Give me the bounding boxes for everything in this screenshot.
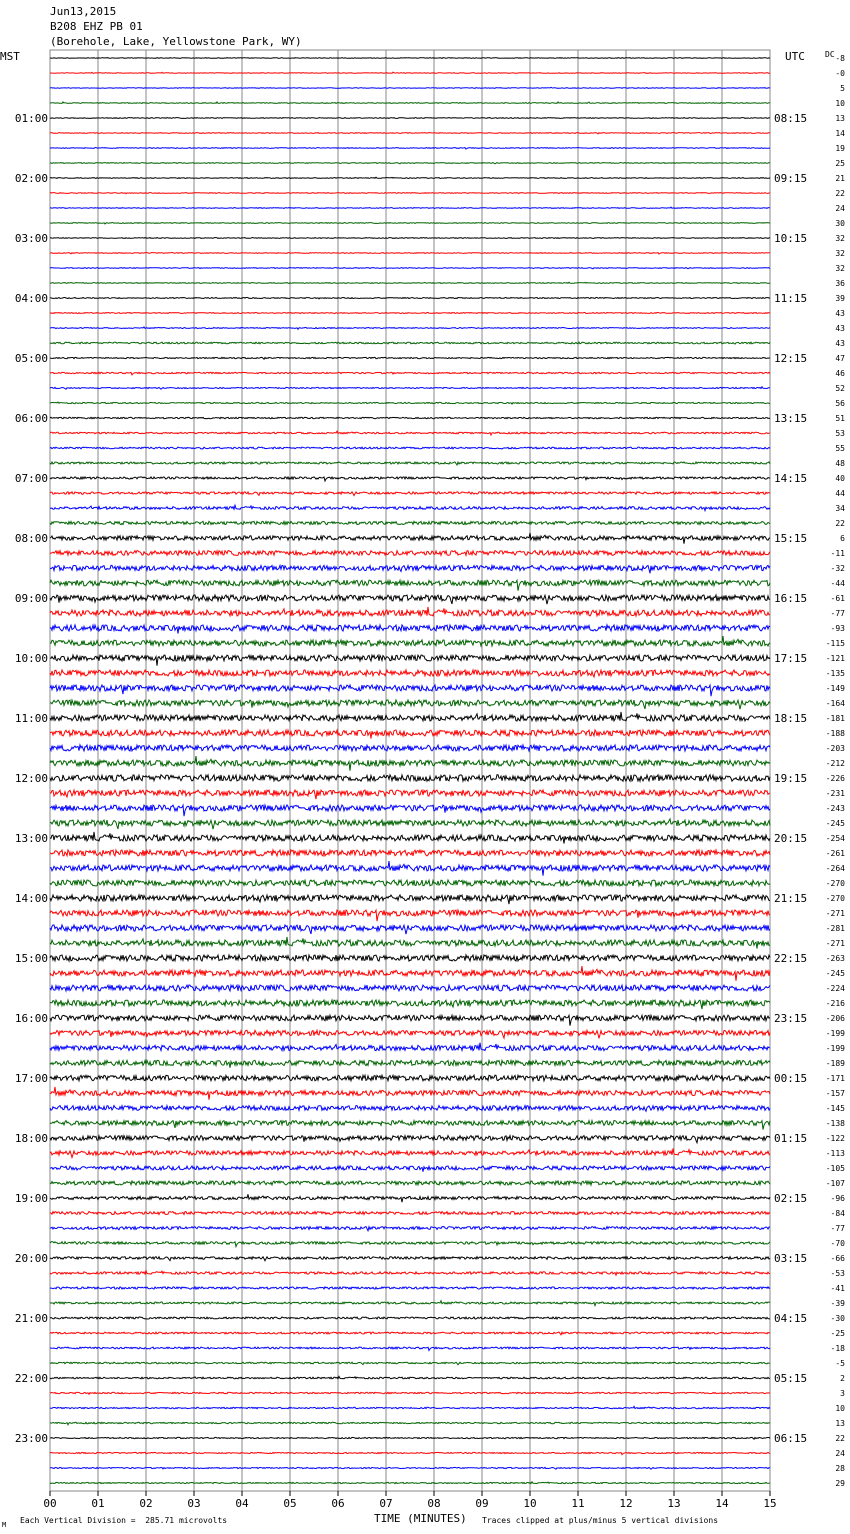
plot-date: Jun13,2015 — [50, 5, 117, 18]
utc-hour-label: 14:15 — [774, 472, 808, 485]
dc-offset-label: -181 — [825, 714, 845, 723]
dc-offset-label: -105 — [825, 1164, 845, 1173]
trace-line — [50, 730, 770, 739]
trace-line — [50, 1075, 770, 1081]
x-tick-label: 10 — [523, 1497, 537, 1510]
trace-line — [50, 580, 770, 591]
trace-line — [50, 1256, 770, 1261]
utc-hour-label: 19:15 — [774, 772, 808, 785]
trace-line — [50, 193, 770, 194]
trace-line — [50, 1227, 770, 1231]
dc-offset-label: -149 — [825, 684, 845, 693]
dc-offset-label: -77 — [830, 1224, 845, 1233]
trace-line — [50, 298, 770, 299]
dc-offset-label: -271 — [825, 909, 845, 918]
dc-offset-label: 29 — [835, 1479, 845, 1488]
mst-hour-label: 21:00 — [14, 1312, 48, 1325]
trace-line — [50, 1136, 770, 1143]
trace-line — [50, 477, 770, 481]
mst-hour-label: 23:00 — [14, 1432, 48, 1445]
dc-offset-label: -270 — [825, 879, 845, 888]
trace-line — [50, 1271, 770, 1276]
mst-hour-label: 14:00 — [14, 892, 48, 905]
utc-hour-label: 10:15 — [774, 232, 808, 245]
dc-offset-label: 32 — [835, 249, 845, 258]
trace-line — [50, 268, 770, 269]
dc-offset-label: 43 — [835, 324, 845, 333]
trace-line — [50, 985, 770, 991]
dc-offset-label: -5 — [835, 1359, 845, 1368]
trace-line — [50, 1467, 770, 1469]
dc-offset-label: -271 — [825, 939, 845, 948]
utc-hour-label: 12:15 — [774, 352, 808, 365]
trace-line — [50, 148, 770, 150]
corner-mark: M — [2, 1521, 7, 1529]
trace-line — [50, 1422, 770, 1425]
trace-line — [50, 655, 770, 666]
trace-line — [50, 625, 770, 634]
dc-offset-label: -245 — [825, 969, 845, 978]
dc-offset-label: -231 — [825, 789, 845, 798]
trace-line — [50, 955, 770, 961]
dc-offset-label: 43 — [835, 339, 845, 348]
dc-offset-label: -188 — [825, 729, 845, 738]
trace-line — [50, 447, 770, 449]
station-id: B208 EHZ PB 01 — [50, 20, 143, 33]
trace-line — [50, 551, 770, 556]
trace-line — [50, 58, 770, 59]
dc-offset-label: 46 — [835, 369, 845, 378]
dc-offset-label: -96 — [830, 1194, 845, 1203]
dc-offset-label: -77 — [830, 609, 845, 618]
trace-line — [50, 910, 770, 921]
x-tick-label: 12 — [619, 1497, 633, 1510]
utc-hour-label: 13:15 — [774, 412, 808, 425]
trace-line — [50, 1437, 770, 1439]
trace-line — [50, 163, 770, 164]
trace-line — [50, 1212, 770, 1215]
trace-line — [50, 832, 770, 844]
dc-offset-label: 43 — [835, 309, 845, 318]
trace-group — [50, 58, 770, 1484]
clip-note: Traces clipped at plus/minus 5 vertical divisions — [482, 1516, 719, 1525]
dc-offset-label: -39 — [830, 1299, 845, 1308]
trace-line — [50, 745, 770, 751]
dc-offset-label: -30 — [830, 1314, 845, 1323]
dc-offset-label: 44 — [835, 489, 845, 498]
utc-hour-label: 02:15 — [774, 1192, 808, 1205]
dc-offset-label: -122 — [825, 1134, 845, 1143]
mst-hour-label: 08:00 — [14, 532, 48, 545]
trace-line — [50, 1043, 770, 1051]
dc-offset-label: 24 — [835, 1449, 845, 1458]
dc-offset-label: -93 — [830, 624, 845, 633]
x-tick-label: 11 — [571, 1497, 585, 1510]
time-grid — [50, 50, 770, 1496]
utc-hour-label: 09:15 — [774, 172, 808, 185]
dc-label: DC — [825, 50, 835, 59]
trace-line — [50, 372, 770, 375]
dc-offset-label: 3 — [840, 1389, 845, 1398]
utc-hour-label: 00:15 — [774, 1072, 808, 1085]
x-tick-label: 00 — [43, 1497, 57, 1510]
utc-hour-label: 05:15 — [774, 1372, 808, 1385]
mst-hour-label: 10:00 — [14, 652, 48, 665]
dc-offset-label: -164 — [825, 699, 845, 708]
dc-offset-label: -113 — [825, 1149, 845, 1158]
trace-line — [50, 87, 770, 88]
right-axis-label: UTC — [785, 50, 805, 63]
dc-offset-label: 14 — [835, 129, 845, 138]
trace-line — [50, 895, 770, 904]
x-tick-label: 08 — [427, 1497, 441, 1510]
dc-offset-label: 10 — [835, 99, 845, 108]
trace-line — [50, 850, 770, 856]
mst-hour-label: 13:00 — [14, 832, 48, 845]
dc-offset-label: -44 — [830, 579, 845, 588]
x-tick-label: 15 — [763, 1497, 777, 1510]
mst-hour-label: 03:00 — [14, 232, 48, 245]
trace-line — [50, 1060, 770, 1067]
trace-line — [50, 1332, 770, 1335]
dc-offset-label: -8 — [835, 54, 845, 63]
trace-line — [50, 253, 770, 255]
utc-hour-label: 03:15 — [774, 1252, 808, 1265]
dc-offset-label: -70 — [830, 1239, 845, 1248]
dc-offset-label: -281 — [825, 924, 845, 933]
dc-offset-label: 51 — [835, 414, 845, 423]
trace-line — [50, 1121, 770, 1130]
trace-line — [50, 1106, 770, 1112]
mst-hour-label: 04:00 — [14, 292, 48, 305]
utc-hour-label: 23:15 — [774, 1012, 808, 1025]
trace-line — [50, 327, 770, 329]
dc-offset-label: 22 — [835, 189, 845, 198]
dc-offset-label: 40 — [835, 474, 845, 483]
x-tick-label: 04 — [235, 1497, 249, 1510]
trace-line — [50, 72, 770, 73]
dc-offset-label: 6 — [840, 534, 845, 543]
utc-hour-label: 04:15 — [774, 1312, 808, 1325]
x-axis-label: TIME (MINUTES) — [374, 1512, 467, 1525]
dc-offset-label: 28 — [835, 1464, 845, 1473]
mst-hour-label: 20:00 — [14, 1252, 48, 1265]
dc-offset-label: 10 — [835, 1404, 845, 1413]
dc-offset-label: -171 — [825, 1074, 845, 1083]
utc-hour-label: 06:15 — [774, 1432, 808, 1445]
dc-offset-label: -61 — [830, 594, 845, 603]
trace-line — [50, 1482, 770, 1484]
utc-hour-label: 08:15 — [774, 112, 808, 125]
dc-offset-label: 32 — [835, 234, 845, 243]
utc-hour-label: 01:15 — [774, 1132, 808, 1145]
mst-hour-label: 06:00 — [14, 412, 48, 425]
utc-hour-label: 16:15 — [774, 592, 808, 605]
trace-line — [50, 925, 770, 934]
mst-hour-label: 05:00 — [14, 352, 48, 365]
dc-offset-label: 2 — [840, 1374, 845, 1383]
trace-line — [50, 861, 770, 876]
dc-offset-label: -84 — [830, 1209, 845, 1218]
trace-line — [50, 1301, 770, 1306]
mst-hour-label: 22:00 — [14, 1372, 48, 1385]
dc-offset-label: -138 — [825, 1119, 845, 1128]
mst-hour-label: 07:00 — [14, 472, 48, 485]
dc-offset-label: 13 — [835, 114, 845, 123]
mst-hour-label: 09:00 — [14, 592, 48, 605]
trace-line — [50, 700, 770, 709]
trace-line — [50, 1452, 770, 1454]
trace-line — [50, 1015, 770, 1025]
trace-line — [50, 1287, 770, 1289]
left-axis-label: MST — [0, 50, 20, 63]
trace-line — [50, 1000, 770, 1009]
trace-line — [50, 357, 770, 359]
trace-line — [50, 431, 770, 435]
trace-line — [50, 805, 770, 816]
dc-offset-label: -157 — [825, 1089, 845, 1098]
trace-line — [50, 223, 770, 224]
trace-line — [50, 118, 770, 119]
dc-offset-label: -263 — [825, 954, 845, 963]
mst-hour-label: 12:00 — [14, 772, 48, 785]
dc-offset-label: 22 — [835, 1434, 845, 1443]
trace-line — [50, 712, 770, 721]
trace-line — [50, 966, 770, 981]
utc-hour-label: 22:15 — [774, 952, 808, 965]
dc-offset-label: -107 — [825, 1179, 845, 1188]
trace-line — [50, 1030, 770, 1038]
dc-offset-label: 13 — [835, 1419, 845, 1428]
trace-line — [50, 1347, 770, 1350]
dc-offset-label: 53 — [835, 429, 845, 438]
dc-offset-label: 56 — [835, 399, 845, 408]
dc-offset-label: -261 — [825, 849, 845, 858]
x-tick-label: 13 — [667, 1497, 681, 1510]
dc-offset-label: 24 — [835, 204, 845, 213]
trace-line — [50, 1406, 770, 1408]
dc-offset-label: -41 — [830, 1284, 845, 1293]
dc-offset-label: -135 — [825, 669, 845, 678]
dc-offset-label: 39 — [835, 294, 845, 303]
dc-offset-label: -18 — [830, 1344, 845, 1353]
dc-offset-label: -189 — [825, 1059, 845, 1068]
dc-offset-label: -264 — [825, 864, 845, 873]
mst-hour-label: 15:00 — [14, 952, 48, 965]
dc-offset-label: 22 — [835, 519, 845, 528]
dc-offset-label: -11 — [830, 549, 845, 558]
dc-offset-label: -245 — [825, 819, 845, 828]
x-tick-label: 05 — [283, 1497, 297, 1510]
trace-line — [50, 595, 770, 604]
mst-hour-label: 17:00 — [14, 1072, 48, 1085]
dc-offset-label: -199 — [825, 1029, 845, 1038]
trace-line — [50, 387, 770, 389]
trace-line — [50, 313, 770, 314]
dc-offset-label: 5 — [840, 84, 845, 93]
dc-offset-label: -226 — [825, 774, 845, 783]
trace-line — [50, 102, 770, 104]
trace-line — [50, 1376, 770, 1378]
plot-frame — [50, 50, 770, 1491]
trace-line — [50, 505, 770, 510]
dc-offset-label: -145 — [825, 1104, 845, 1113]
mst-hour-label: 18:00 — [14, 1132, 48, 1145]
dc-offset-label: 25 — [835, 159, 845, 168]
dc-offset-label: 34 — [835, 504, 845, 513]
x-tick-label: 09 — [475, 1497, 489, 1510]
utc-hour-label: 18:15 — [774, 712, 808, 725]
trace-line — [50, 177, 770, 178]
mst-hour-label: 01:00 — [14, 112, 48, 125]
trace-line — [50, 1242, 770, 1247]
dc-offset-label: -32 — [830, 564, 845, 573]
trace-line — [50, 1362, 770, 1365]
x-tick-label: 06 — [331, 1497, 345, 1510]
axis-labels — [15, 54, 845, 1510]
trace-line — [50, 880, 770, 886]
trace-line — [50, 819, 770, 829]
dc-offset-label: 21 — [835, 174, 845, 183]
trace-line — [50, 670, 770, 677]
dc-offset-label: -203 — [825, 744, 845, 753]
dc-offset-label: 47 — [835, 354, 845, 363]
dc-offset-label: 52 — [835, 384, 845, 393]
mst-hour-label: 16:00 — [14, 1012, 48, 1025]
x-tick-label: 14 — [715, 1497, 729, 1510]
dc-offset-label: -121 — [825, 654, 845, 663]
dc-offset-label: 55 — [835, 444, 845, 453]
trace-line — [50, 342, 770, 344]
utc-hour-label: 11:15 — [774, 292, 808, 305]
trace-line — [50, 756, 770, 771]
trace-line — [50, 207, 770, 208]
trace-line — [50, 533, 770, 544]
trace-line — [50, 937, 770, 949]
scale-note: Each Vertical Division = 285.71 microvolts — [20, 1516, 228, 1525]
trace-line — [50, 1392, 770, 1394]
dc-offset-label: -199 — [825, 1044, 845, 1053]
trace-line — [50, 685, 770, 696]
trace-line — [50, 1087, 770, 1100]
trace-line — [50, 492, 770, 496]
dc-offset-label: 30 — [835, 219, 845, 228]
trace-line — [50, 1194, 770, 1202]
x-tick-label: 02 — [139, 1497, 153, 1510]
trace-line — [50, 565, 770, 573]
dc-offset-label: 48 — [835, 459, 845, 468]
trace-line — [50, 636, 770, 646]
trace-line — [50, 1149, 770, 1158]
dc-offset-label: -216 — [825, 999, 845, 1008]
mst-hour-label: 19:00 — [14, 1192, 48, 1205]
trace-line — [50, 133, 770, 134]
trace-line — [50, 238, 770, 239]
trace-line — [50, 1317, 770, 1319]
utc-hour-label: 15:15 — [774, 532, 808, 545]
dc-offset-label: -243 — [825, 804, 845, 813]
x-tick-label: 01 — [91, 1497, 105, 1510]
utc-hour-label: 20:15 — [774, 832, 808, 845]
dc-offset-label: -25 — [830, 1329, 845, 1338]
trace-line — [50, 607, 770, 616]
mst-hour-label: 02:00 — [14, 172, 48, 185]
dc-offset-label: -66 — [830, 1254, 845, 1263]
dc-offset-label: -206 — [825, 1014, 845, 1023]
trace-line — [50, 790, 770, 799]
trace-line — [50, 521, 770, 524]
dc-offset-label: -53 — [830, 1269, 845, 1278]
dc-offset-label: -270 — [825, 894, 845, 903]
x-tick-label: 07 — [379, 1497, 393, 1510]
utc-hour-label: 17:15 — [774, 652, 808, 665]
dc-offset-label: 19 — [835, 144, 845, 153]
utc-hour-label: 21:15 — [774, 892, 808, 905]
trace-line — [50, 462, 770, 465]
dc-offset-label: -115 — [825, 639, 845, 648]
dc-offset-label: -212 — [825, 759, 845, 768]
trace-line — [50, 417, 770, 418]
trace-line — [50, 402, 770, 404]
trace-line — [50, 282, 770, 283]
trace-line — [50, 1181, 770, 1185]
mst-hour-label: 11:00 — [14, 712, 48, 725]
trace-line — [50, 775, 770, 781]
dc-offset-label: -0 — [835, 69, 845, 78]
trace-line — [50, 1166, 770, 1172]
dc-offset-label: 32 — [835, 264, 845, 273]
dc-offset-label: -254 — [825, 834, 845, 843]
dc-offset-label: -224 — [825, 984, 845, 993]
dc-offset-label: 36 — [835, 279, 845, 288]
station-location: (Borehole, Lake, Yellowstone Park, WY) — [50, 35, 302, 48]
x-tick-label: 03 — [187, 1497, 201, 1510]
